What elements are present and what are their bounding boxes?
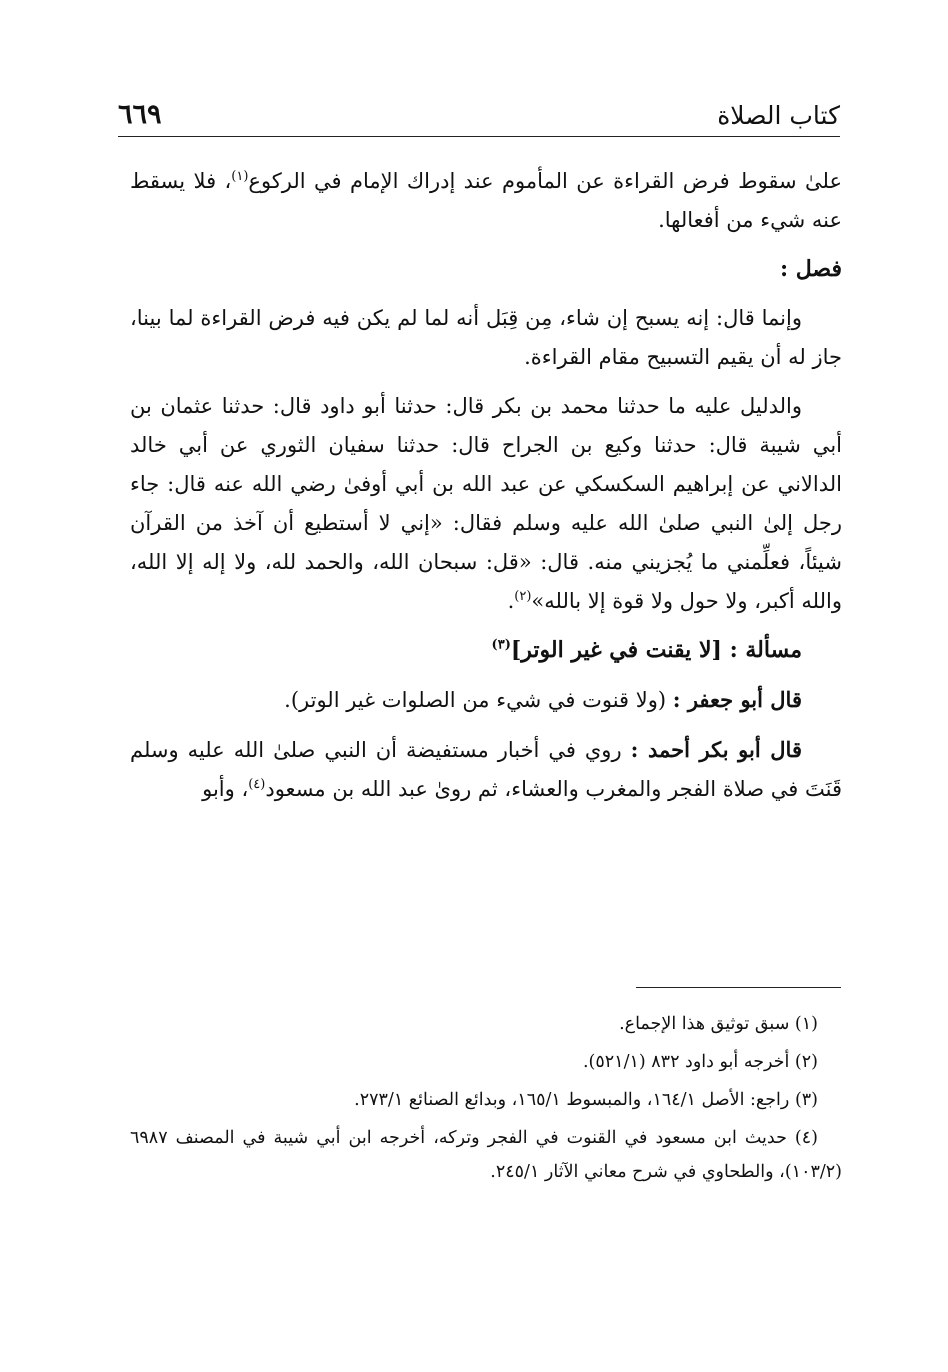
- abu-jafar-text: (ولا قنوت في شيء من الصلوات غير الوتر).: [284, 688, 667, 712]
- abu-jafar-label: قال أبو جعفر :: [672, 687, 802, 712]
- footnote-2: (٢) أخرجه أبو داود ٨٣٢ (٥٢١/١).: [582, 1052, 818, 1072]
- footnote-ref-1: (١): [231, 169, 249, 184]
- masala-label: مسألة :: [729, 637, 802, 663]
- paragraph-1: [130, 162, 842, 240]
- masala-heading: [130, 631, 842, 670]
- footnote-4: (٤) حديث ابن مسعود في القنوت في الفجر وتركه، أخرجه ابن أبي شيبة في المصنف ٦٩٨٧ (١٠٣/٢)، والطحاوي في شرح معاني الآثار ٢٤٥/١.: [130, 1128, 842, 1182]
- page-number: ٦٦٩: [118, 99, 162, 130]
- footnote-ref-2: (٢): [514, 589, 532, 604]
- footnote-separator: [636, 987, 841, 988]
- paragraph-2: وإنما قال: إنه يسبح إن شاء، مِن قِبَل أنه لما لم يكن فيه فرض القراءة لما بينا، جاز له أن يقيم التسبيح مقام القراءة.: [130, 306, 842, 369]
- footnote-1: (١) سبق توثيق هذا الإجماع.: [619, 1014, 818, 1034]
- footnotes: [130, 1007, 842, 1193]
- footnote-ref-3: (٣): [491, 637, 511, 653]
- abu-bakr-paragraph: [130, 730, 842, 809]
- paragraph-3-end: .: [507, 589, 515, 613]
- footnote-ref-4: (٤): [248, 777, 266, 792]
- running-title: كتاب الصلاة: [717, 101, 840, 130]
- section-heading-fasl: فصل :: [779, 256, 842, 282]
- page-header: [118, 92, 840, 137]
- paragraph-3: [130, 387, 842, 621]
- abu-bakr-end: ، وأبو: [202, 777, 249, 801]
- masala-text: [لا يقنت في غير الوتر]: [510, 637, 722, 663]
- abu-bakr-text: روي في أخبار مستفيضة أن النبي صلىٰ الله عليه وسلم قَنَتَ في صلاة الفجر والمغرب والعشاء، ثم روىٰ عبد الله بن مسعود: [130, 738, 842, 801]
- abu-jafar-line: [130, 680, 842, 720]
- paragraph-1-text: علىٰ سقوط فرض القراءة عن المأموم عند إدراك الإمام في الركوع: [248, 169, 842, 193]
- paragraph-1-end: ، فلا يسقط عنه شيء من أفعالها.: [130, 169, 842, 232]
- paragraph-3-text: والدليل عليه ما حدثنا محمد بن بكر قال: حدثنا أبو داود قال: حدثنا عثمان بن أبي شيبة قال: حدثنا وكيع بن الجراح قال: حدثنا سفيان الثوري عن أبي خالد الدالاني عن إبراهيم السكسكي عن عبد الله بن أبي أوفىٰ رضي الله عنه قال: جاء رجل إلىٰ النبي صلىٰ الله عليه وسلم فقال: «إني لا أستطيع أن آخذ من القرآن شيئاً، فعلِّمني ما يُجزيني منه. قال: «قل: سبحان الله، والحمد لله، ولا إله إلا الله، والله أكبر، ولا حول ولا قوة إلا بالله»: [130, 394, 842, 613]
- abu-bakr-label: قال أبو بكر أحمد :: [630, 737, 802, 762]
- main-text: [130, 162, 842, 809]
- footnote-3: (٣) راجع: الأصل ١٦٤/١، والمبسوط ١٦٥/١، وبدائع الصنائع ٢٧٣/١.: [354, 1090, 818, 1110]
